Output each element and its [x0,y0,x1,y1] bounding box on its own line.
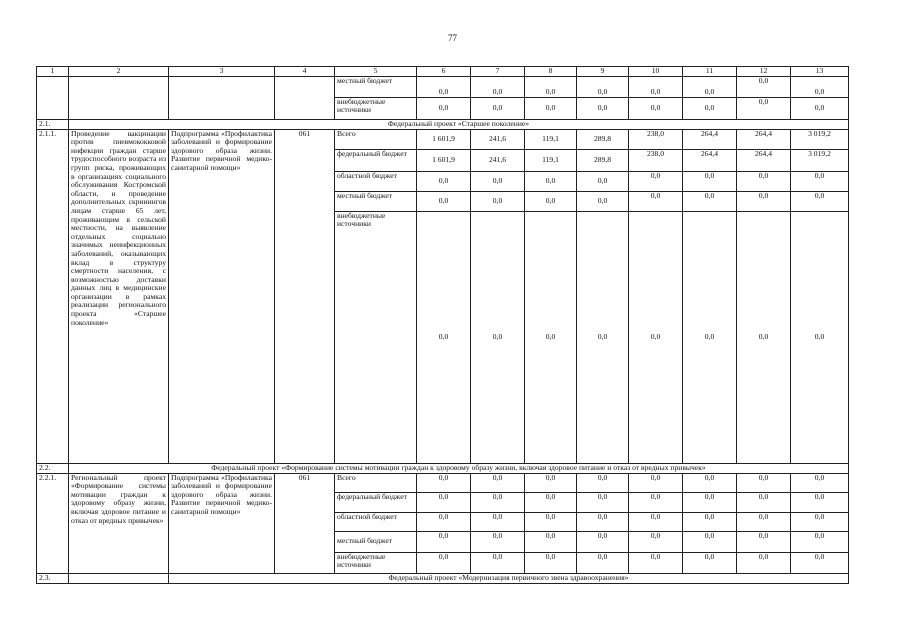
value-cell: 0,0 [577,97,629,119]
value-cell: 0,0 [525,512,577,531]
value-cell: 0,0 [683,531,737,552]
program-name: Подпрограмма «Профилактика заболеваний и формирование здорового образа жизни. Развитие первичной медико-санитарной помощи» [169,129,275,463]
value-cell: 0,0 [683,76,737,97]
table-row [37,76,849,97]
value-cell: 0,0 [577,171,629,191]
source-cell: внебюджетные источники [335,211,417,463]
value-cell: 119,1 [525,129,577,149]
value-cell: 0,0 [737,191,791,211]
value-cell: 0,0 [471,171,525,191]
value-cell: 0,0 [525,211,577,463]
value-cell: 0,0 [791,552,849,573]
value-cell: 0,0 [791,76,849,97]
header-cell: 1 [37,67,69,77]
value-cell: 3 019,2 [791,129,849,149]
value-cell: 0,0 [629,171,683,191]
value-cell: 0,0 [577,492,629,512]
value-cell: 238,0 [629,149,683,171]
header-cell: 8 [525,67,577,77]
source-cell: внебюджетные источники [335,97,417,119]
value-cell: 0,0 [417,211,471,463]
value-cell: 0,0 [629,97,683,119]
value-cell: 0,0 [525,492,577,512]
value-cell: 0,0 [471,76,525,97]
value-cell: 0,0 [791,97,849,119]
value-cell: 0,0 [737,531,791,552]
value-cell: 0,0 [471,512,525,531]
value-cell: 1 601,9 [417,149,471,171]
value-cell: 0,0 [577,76,629,97]
value-cell: 0,0 [525,552,577,573]
program-code: 061 [275,473,335,573]
value-cell: 0,0 [629,473,683,492]
value-cell: 0,0 [629,211,683,463]
value-cell: 0,0 [577,512,629,531]
value-cell: 0,0 [525,76,577,97]
value-cell: 0,0 [791,211,849,463]
value-cell: 0,0 [471,191,525,211]
value-cell: 0,0 [737,97,791,119]
value-cell: 0,0 [683,97,737,119]
value-cell: 0,0 [629,76,683,97]
measure-name: Региональный проект «Формирование системы мотивации граждан к здоровому образу жизни, включая здоровое питание и отказ от вредных привычек» [69,473,169,573]
value-cell: 289,8 [577,149,629,171]
value-cell: 0,0 [683,512,737,531]
value-cell: 0,0 [791,492,849,512]
value-cell: 0,0 [629,531,683,552]
section-title: Федеральный проект «Формирование системы мотивации граждан к здоровому образу жизни, включая здоровое питание и отказ от вредных привычек» [69,463,849,473]
value-cell: 0,0 [471,97,525,119]
value-cell: 241,6 [471,129,525,149]
header-cell: 5 [335,67,417,77]
value-cell: 0,0 [471,531,525,552]
value-cell: 0,0 [683,191,737,211]
section-title: Федеральный проект «Модернизация первичного звена здравоохранения» [169,573,849,583]
value-cell: 0,0 [737,76,791,97]
source-cell: местный бюджет [335,76,417,97]
header-cell: 11 [683,67,737,77]
header-cell: 6 [417,67,471,77]
value-cell: 238,0 [629,129,683,149]
header-cell: 12 [737,67,791,77]
section-number: 2.2. [37,463,69,473]
value-cell: 264,4 [737,129,791,149]
value-cell: 0,0 [791,473,849,492]
table-row [37,129,849,149]
section-row [37,573,849,583]
source-cell: федеральный бюджет [335,492,417,512]
source-cell: местный бюджет [335,191,417,211]
value-cell: 0,0 [791,191,849,211]
value-cell: 0,0 [417,552,471,573]
value-cell: 0,0 [683,552,737,573]
value-cell: 0,0 [417,473,471,492]
header-cell: 3 [169,67,275,77]
header-cell: 2 [69,67,169,77]
section-row [37,463,849,473]
value-cell: 0,0 [525,473,577,492]
page-number: 77 [448,33,457,43]
section-row [37,119,849,129]
value-cell: 289,8 [577,129,629,149]
value-cell: 0,0 [683,492,737,512]
value-cell: 3 019,2 [791,149,849,171]
value-cell: 0,0 [577,211,629,463]
header-cell: 10 [629,67,683,77]
source-cell: областной бюджет [335,512,417,531]
header-cell: 7 [471,67,525,77]
value-cell: 264,4 [683,129,737,149]
value-cell: 0,0 [737,552,791,573]
value-cell: 0,0 [525,97,577,119]
value-cell: 0,0 [471,492,525,512]
value-cell: 0,0 [417,531,471,552]
value-cell: 264,4 [737,149,791,171]
header-row [37,67,849,77]
header-cell: 9 [577,67,629,77]
value-cell: 0,0 [525,171,577,191]
value-cell: 0,0 [629,552,683,573]
value-cell: 1 601,9 [417,129,471,149]
value-cell: 0,0 [471,211,525,463]
value-cell: 0,0 [471,473,525,492]
budget-table [36,66,849,584]
row-number: 2.1.1. [37,129,69,463]
value-cell: 0,0 [629,512,683,531]
value-cell: 0,0 [629,191,683,211]
value-cell: 0,0 [577,531,629,552]
value-cell: 0,0 [683,171,737,191]
table-row [37,473,849,492]
value-cell: 0,0 [791,171,849,191]
value-cell: 0,0 [737,211,791,463]
value-cell: 119,1 [525,149,577,171]
value-cell: 0,0 [577,191,629,211]
source-cell: внебюджетные источники [335,552,417,573]
value-cell: 0,0 [737,171,791,191]
source-cell: федеральный бюджет [335,149,417,171]
value-cell: 0,0 [629,492,683,512]
source-cell: местный бюджет [335,531,417,552]
section-number: 2.1. [37,119,69,129]
source-cell: Всего [335,473,417,492]
measure-name: Проведение вакцинации против пневмококковой инфекции граждан старше трудоспособного возраста из групп риска, проживающих в организациях социального обслуживания Костромской области, и проведение дополнительных скринингов лицам старше 65 лет, проживающим в сельской местности, на выявление отдельных социально значимых неинфекционных заболеваний, оказывающих вклад в структуру смертности населения, с возможностью доставки данных лиц в медицинские организации в рамках реализации регионального проекта «Старшее поколение» [69,129,169,463]
value-cell: 0,0 [417,512,471,531]
section-title: Федеральный проект «Старшее поколение» [69,119,849,129]
header-cell: 13 [791,67,849,77]
value-cell: 0,0 [737,492,791,512]
value-cell: 0,0 [791,512,849,531]
value-cell: 0,0 [525,531,577,552]
value-cell: 0,0 [577,473,629,492]
source-cell: областной бюджет [335,171,417,191]
value-cell: 0,0 [417,76,471,97]
row-number: 2.2.1. [37,473,69,573]
value-cell: 0,0 [737,473,791,492]
program-code: 061 [275,129,335,463]
source-cell: Всего [335,129,417,149]
value-cell: 241,6 [471,149,525,171]
value-cell: 0,0 [417,171,471,191]
value-cell: 0,0 [737,512,791,531]
header-cell: 4 [275,67,335,77]
section-number: 2.3. [37,573,69,583]
value-cell: 0,0 [683,473,737,492]
value-cell: 0,0 [417,97,471,119]
value-cell: 0,0 [791,531,849,552]
value-cell: 264,4 [683,149,737,171]
value-cell: 0,0 [525,191,577,211]
program-name: Подпрограмма «Профилактика заболеваний и формирование здорового образа жизни. Развитие первичной медико-санитарной помощи» [169,473,275,573]
value-cell: 0,0 [577,552,629,573]
value-cell: 0,0 [417,191,471,211]
value-cell: 0,0 [683,211,737,463]
value-cell: 0,0 [471,552,525,573]
value-cell: 0,0 [417,492,471,512]
